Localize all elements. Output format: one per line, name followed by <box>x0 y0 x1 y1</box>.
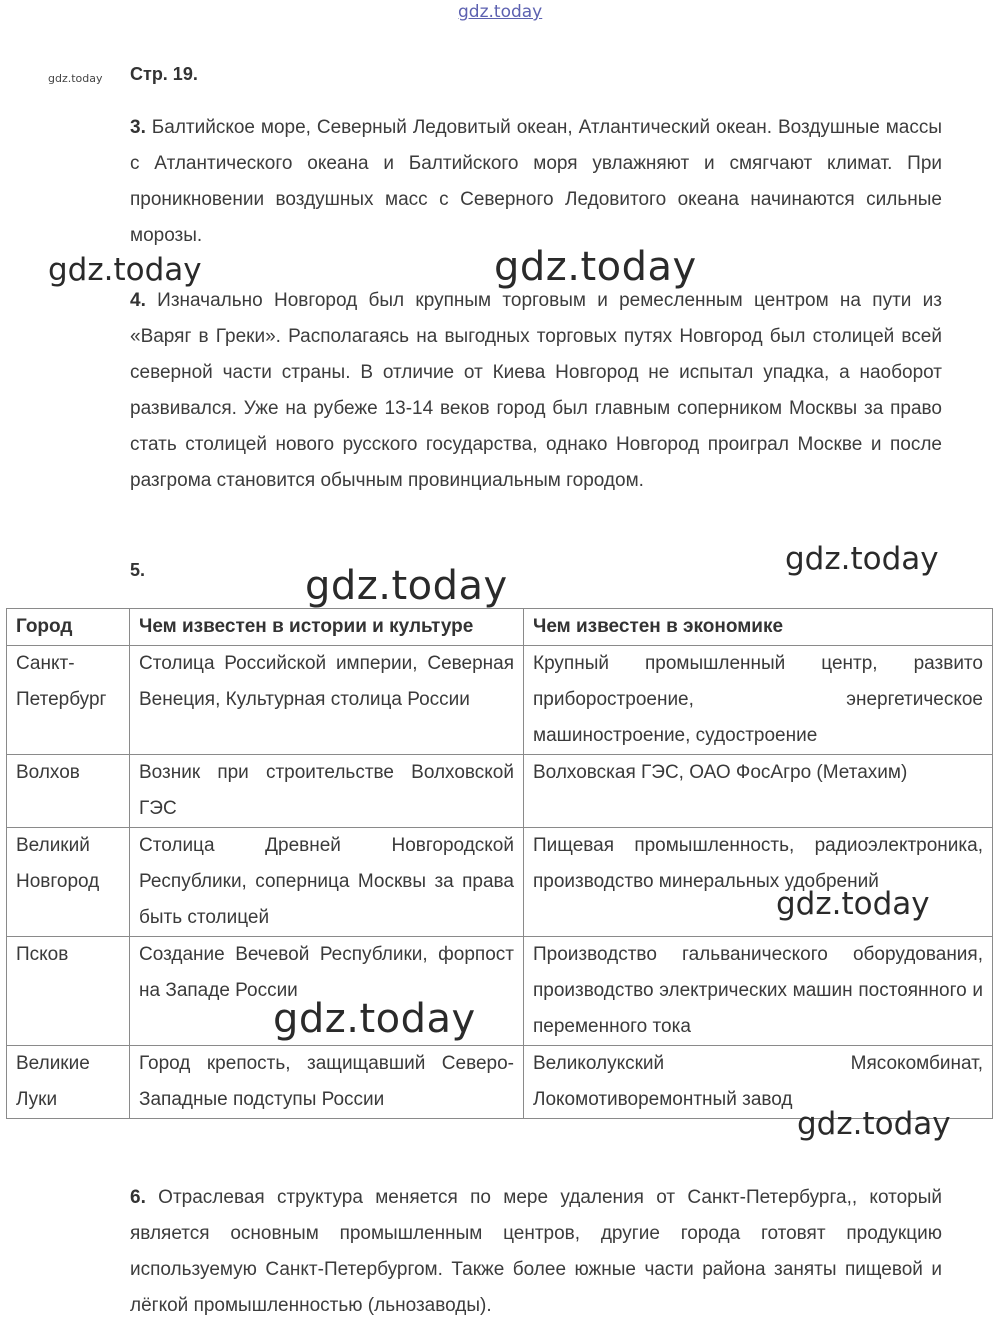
answer-6 <box>130 1180 942 1324</box>
cell-city: Псков <box>7 937 130 1046</box>
cell-history: Столица Древней Новгородской Республики, соперница Москвы за права быть столицей <box>130 828 524 937</box>
answer-4 <box>130 283 942 499</box>
watermark: gdz.today <box>785 541 939 577</box>
cell-city: Волхов <box>7 755 130 828</box>
watermark: gdz.today <box>494 244 697 290</box>
watermark: gdz.today <box>776 886 930 922</box>
header-history: Чем известен в истории и культуре <box>130 609 524 646</box>
watermark-top[interactable]: gdz.today <box>458 2 543 22</box>
cell-city: Санкт-Петербург <box>7 646 130 755</box>
watermark: gdz.today <box>797 1106 951 1142</box>
answer-4-text: Изначально Новгород был крупным торговым и ремесленным центром на пути из «Варяг в Греки». Располагаясь на выгодных торговых путях Новгород был столицей всей северной части страны. В отличие от Киева Новгород не испытал упадка, а наоборот развивался. Уже на рубеже 13-14 веков город был главным соперником Москвы за право стать столицей нового русского государства, однако Новгород проиграл Москве и после разгрома становится обычным провинциальным городом. <box>130 290 942 491</box>
cell-economy: Крупный промышленный центр, развито приборостроение, энергетическое машиностроение, судостроение <box>524 646 993 755</box>
watermark: gdz.today <box>305 563 508 609</box>
answer-3 <box>130 110 942 254</box>
cell-history: Создание Вечевой Республики, форпост на Западе России <box>130 937 524 1046</box>
answer-6-text: Отраслевая структура меняется по мере удаления от Санкт-Петербурга,, который является основным промышленным центров, другие города готовят продукцию используемую Санкт-Петербургом. Также более южные части района заняты пищевой и лёгкой промышленностью (льнозаводы). <box>130 1187 942 1316</box>
header-economy: Чем известен в экономике <box>524 609 993 646</box>
table-header-row <box>7 609 993 646</box>
cell-history: Столица Российской империи, Северная Венеция, Культурная столица России <box>130 646 524 755</box>
watermark: gdz.today <box>273 996 476 1042</box>
cell-economy: Производство гальванического оборудования, производство электрических машин постоянного и переменного тока <box>524 937 993 1046</box>
cell-city: Великие Луки <box>7 1046 130 1119</box>
cell-economy: Пищевая промышленность, радиоэлектроника, производство минеральных удобрений <box>524 828 993 937</box>
answer-3-text: Балтийское море, Северный Ледовитый океан, Атлантический океан. Воздушные массы с Атлантического океана и Балтийского моря увлажняют и смягчают климат. При проникновении воздушных масс с Северного Ледовитого океана начинаются сильные морозы. <box>130 117 943 246</box>
cell-history: Возник при строительстве Волховской ГЭС <box>130 755 524 828</box>
answer-6-number: 6. <box>130 1187 146 1208</box>
table-row <box>7 646 993 755</box>
table-row <box>7 755 993 828</box>
task-5-label: 5. <box>130 560 146 580</box>
header-city: Город <box>7 609 130 646</box>
answer-3-number: 3. <box>130 117 146 138</box>
cell-economy: Великолукский Мясокомбинат, Локомотиворемонтный завод <box>524 1046 993 1119</box>
watermark: gdz.today <box>48 252 202 288</box>
answer-4-number: 4. <box>130 290 146 311</box>
cities-table <box>6 608 993 1119</box>
cell-history: Город крепость, защищавший Северо-Западные подступы России <box>130 1046 524 1119</box>
watermark-small: gdz.today <box>48 72 103 85</box>
cell-city: Великий Новгород <box>7 828 130 937</box>
page-title: Стр. 19. <box>130 64 198 84</box>
table-row <box>7 937 993 1046</box>
cell-economy: Волховская ГЭС, ОАО ФосАгро (Метахим) <box>524 755 993 828</box>
